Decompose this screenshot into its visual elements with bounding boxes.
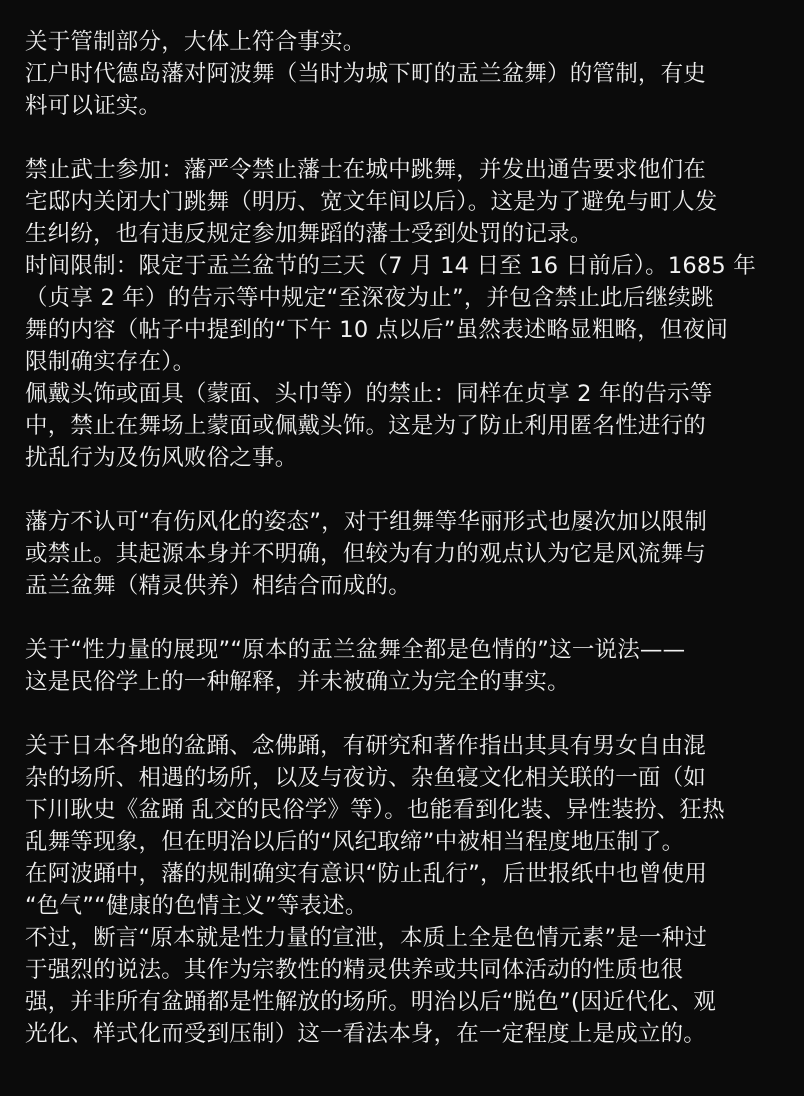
text-line: 在阿波踊中，藩的规制确实有意识“防止乱行”，后世报纸中也曾使用 <box>25 861 708 887</box>
text-line: 扰乱行为及伤风败俗之事。 <box>25 445 298 471</box>
text-line: 光化、样式化而受到压制）这一看法本身，在一定程度上是成立的。 <box>25 1021 707 1047</box>
text-line: 禁止武士参加：藩严令禁止藩士在城中跳舞，并发出通告要求他们在 <box>25 157 707 183</box>
text-line: 不过，断言“原本就是性力量的宣泄，本质上全是色情元素”是一种过 <box>25 925 708 951</box>
text-line: 藩方不认可“有伤风化的姿态”，对于组舞等华丽形式也屡次加以限制 <box>25 509 708 535</box>
text-line: 杂的场所、相遇的场所，以及与夜访、杂鱼寝文化相关联的一面（如 <box>25 765 707 791</box>
text-line: 于强烈的说法。其作为宗教性的精灵供养或共同体活动的性质也很 <box>25 957 684 983</box>
text-line: 佩戴头饰或面具（蒙面、头巾等）的禁止：同样在贞享 2 年的告示等 <box>25 381 713 407</box>
text-line: （贞享 2 年）的告示等中规定“至深夜为止”，并包含禁止此后继续跳 <box>25 285 714 311</box>
text-line: 时间限制：限定于盂兰盆节的三天（7 月 14 日至 16 日前后）。1685 年 <box>25 253 757 279</box>
text-line: 关于“性力量的展现”“原本的盂兰盆舞全都是色情的”这一说法—— <box>25 637 686 663</box>
text-line: 盂兰盆舞（精灵供养）相结合而成的。 <box>25 573 411 599</box>
text-line: 中，禁止在舞场上蒙面或佩戴头饰。这是为了防止利用匿名性进行的 <box>25 413 707 439</box>
text-line: 关于日本各地的盆踊、念佛踊，有研究和著作指出其具有男女自由混 <box>25 733 707 759</box>
paragraph-intro <box>25 26 784 122</box>
text-line: 或禁止。其起源本身并不明确，但较为有力的观点认为它是风流舞与 <box>25 541 707 567</box>
text-line: 关于管制部分，大体上符合事实。 <box>25 29 366 55</box>
paragraph-interpretation <box>25 634 784 698</box>
paragraph-regulations <box>25 154 784 474</box>
paragraph-bon-odori <box>25 730 784 1050</box>
text-line: 乱舞等现象，但在明治以后的“风纪取缔”中被相当程度地压制了。 <box>25 829 685 855</box>
text-line: 生纠纷，也有违反规定参加舞蹈的藩士受到处罚的记录。 <box>25 221 593 247</box>
text-line: 舞的内容（帖子中提到的“下午 10 点以后”虽然表述略显粗略，但夜间 <box>25 317 729 343</box>
paragraph-origin <box>25 506 784 602</box>
text-line: 下川耿史《盆踊 乱交的民俗学》等）。也能看到化装、异性装扮、狂热 <box>25 797 725 823</box>
text-line: 料可以证实。 <box>25 93 162 119</box>
text-line: 限制确实存在）。 <box>25 349 196 375</box>
text-line: 江户时代德岛藩对阿波舞（当时为城下町的盂兰盆舞）的管制，有史 <box>25 61 707 87</box>
text-line: “色气”“健康的色情主义”等表述。 <box>25 893 368 919</box>
text-line: 这是民俗学上的一种解释，并未被确立为完全的事实。 <box>25 669 570 695</box>
text-line: 宅邸内关闭大门跳舞（明历、宽文年间以后）。这是为了避免与町人发 <box>25 189 718 215</box>
text-line: 强，并非所有盆踊都是性解放的场所。明治以后“脱色”(因近代化、观 <box>25 989 716 1015</box>
